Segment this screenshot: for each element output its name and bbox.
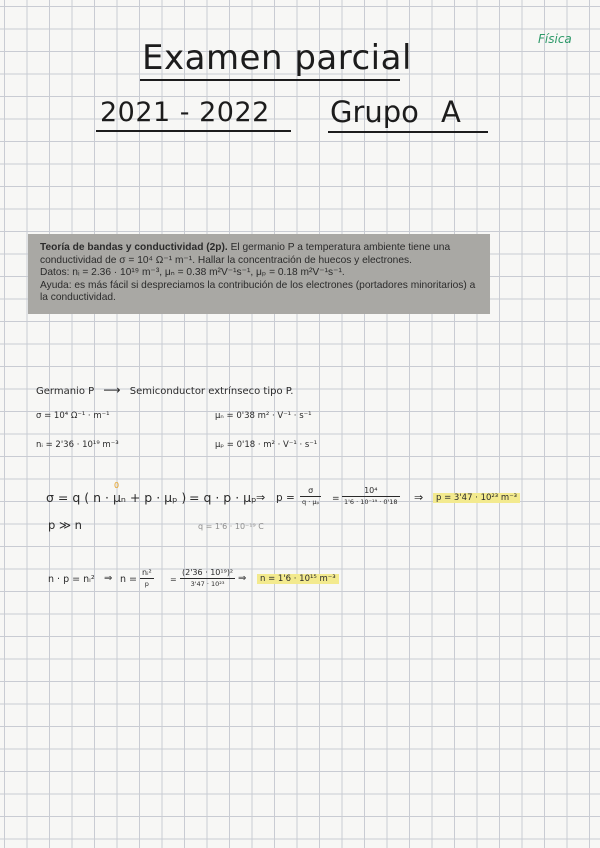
electron-concentration-result: n = 1'6 · 10¹⁵ m⁻³ xyxy=(257,574,339,584)
fraction-sigma-over-q-mup xyxy=(300,486,321,506)
majority-relation: p ≫ n xyxy=(48,518,82,532)
group-label: Grupo xyxy=(330,95,419,129)
exam-title: Examen parcial xyxy=(142,38,412,78)
group-underline xyxy=(328,131,488,133)
given-mup: μₚ = 0'18 · m² · V⁻¹ · s⁻¹ xyxy=(215,440,318,450)
simplified-equation: = q · p · μₚ xyxy=(189,490,257,505)
group-heading xyxy=(330,95,461,129)
subject-label: Física xyxy=(538,32,572,46)
implies-arrow-4: ⇒ xyxy=(238,573,247,584)
group-letter: A xyxy=(440,95,461,129)
intro-left: Germanio P xyxy=(36,386,95,397)
problem-data: Datos: nᵢ = 2.36 · 10¹⁹ m⁻³, μₙ = 0.38 m²V⁻¹s⁻¹, μₚ = 0.18 m²V⁻¹s⁻¹. xyxy=(40,267,345,279)
implies-arrow-2: ⇒ xyxy=(414,491,424,504)
n-equals: n = xyxy=(120,574,138,585)
equals-sign: = xyxy=(332,494,340,504)
fraction-denominator: q · μₚ xyxy=(302,498,320,506)
fraction-denominator: 1'6 · 10⁻¹⁹ · 0'18 xyxy=(344,498,398,506)
p-equals: p = xyxy=(276,492,295,504)
title-underline xyxy=(140,79,400,81)
problem-hint: Ayuda: es más fácil si despreciamos la contribución de los electrones (portadores minoritarios) a la conductividad. xyxy=(40,279,476,304)
arrow-icon: ⟶ xyxy=(103,383,121,397)
problem-heading: Teoría de bandas y conductividad (2p). xyxy=(40,242,228,253)
year-underline xyxy=(96,130,291,132)
intro-right: Semiconductor extrínseco tipo P. xyxy=(129,386,294,397)
fraction-denominator: 3'47 · 10²³ xyxy=(190,580,225,588)
fraction-numerator: (2'36 · 10¹⁹)² xyxy=(182,568,234,577)
intro-line xyxy=(36,383,293,397)
elementary-charge-note: q = 1'6 · 10⁻¹⁹ C xyxy=(198,522,264,531)
problem-main xyxy=(40,242,478,267)
academic-year: 2021 - 2022 xyxy=(100,97,270,128)
fraction-numerator: 10⁴ xyxy=(364,486,378,495)
fraction-numerator: nᵢ² xyxy=(142,568,152,577)
given-sigma: σ = 10⁴ Ω⁻¹ · m⁻¹ xyxy=(36,411,110,421)
implies-arrow-1: ⇒ xyxy=(256,491,266,504)
equals-sign-2: = xyxy=(170,575,177,584)
negligible-mark: 0 xyxy=(114,481,120,490)
fraction-bar xyxy=(300,496,321,497)
implies-arrow-3: ⇒ xyxy=(104,573,113,584)
given-ni: nᵢ = 2'36 · 10¹⁹ m⁻³ xyxy=(36,440,119,450)
problem-statement xyxy=(28,234,490,314)
conductivity-equation: σ = q ( n · μₙ + p · μₚ ) xyxy=(46,490,187,505)
problem-text: El germanio P a temperatura ambiente tiene una conductividad de σ = 10⁴ Ω⁻¹ m⁻¹. Hallar la concentración de huecos y electrones. xyxy=(40,242,451,266)
given-mun: μₙ = 0'38 m² · V⁻¹ · s⁻¹ xyxy=(215,411,312,421)
fraction-bar xyxy=(342,496,400,497)
hole-concentration-result: p = 3'47 · 10²³ m⁻³ xyxy=(433,493,520,503)
fraction-denominator: p xyxy=(144,580,149,588)
fraction-numerator: σ xyxy=(308,486,314,495)
fraction-ni2-over-p xyxy=(140,568,154,588)
fraction-bar xyxy=(140,578,154,579)
fraction-numeric-p xyxy=(342,486,400,506)
fraction-bar xyxy=(180,578,235,579)
mass-action-law: n · p = nᵢ² xyxy=(48,574,95,585)
fraction-numeric-n xyxy=(180,568,235,588)
